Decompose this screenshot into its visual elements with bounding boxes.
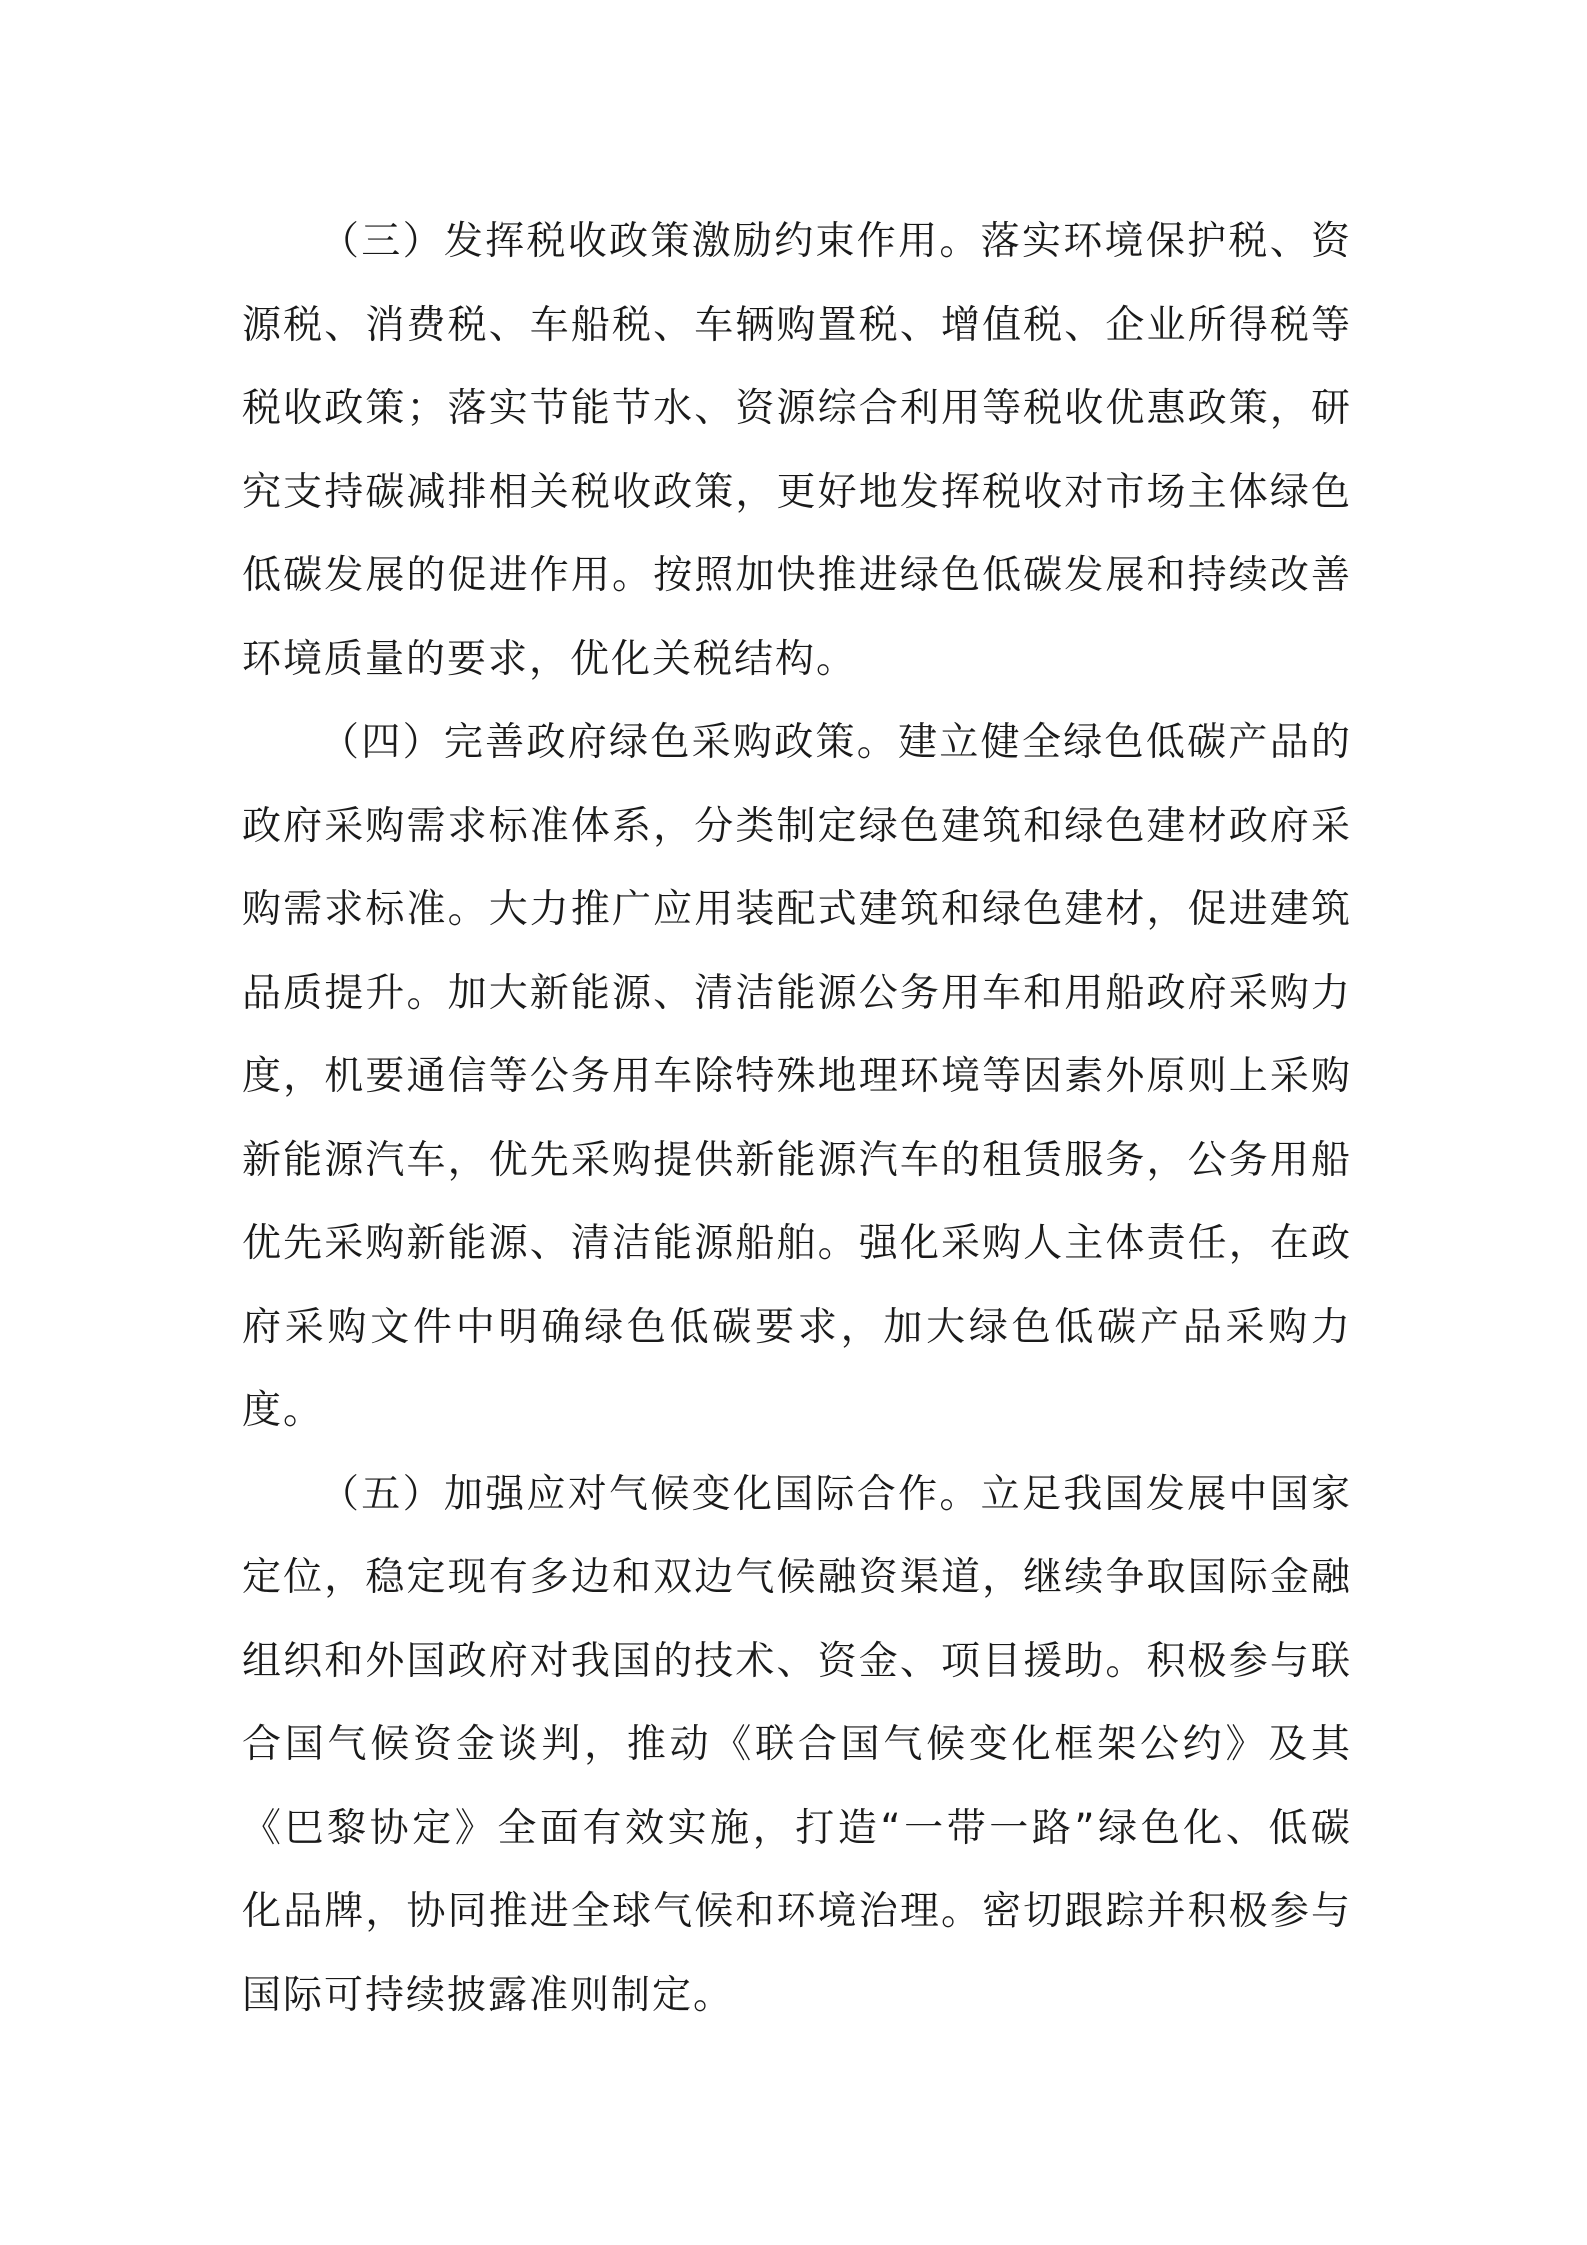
paragraph-climate-cooperation: （五）加强应对气候变化国际合作。立足我国发展中国家定位，稳定现有多边和双边气候融资渠道，继续争取国际金融组织和外国政府对我国的技术、资金、项目援助。积极参与联合国气候资金谈判，推动《联合国气候变化框架公约》及其《巴黎协定》全面有效实施，打造“一带一路”绿色化、低碳化品牌，协同推进全球气候和环境治理。密切跟踪并积极参与国际可持续披露准则制定。 bbox=[242, 1471, 1352, 2018]
paragraph-green-procurement: （四）完善政府绿色采购政策。建立健全绿色低碳产品的政府采购需求标准体系，分类制定绿色建筑和绿色建材政府采购需求标准。大力推广应用装配式建筑和绿色建材，促进建筑品质提升。加大新能源、清洁能源公务用车和用船政府采购力度，机要通信等公务用车除特殊地理环境等因素外原则上采购新能源汽车，优先采购提供新能源汽车的租赁服务，公务用船优先采购新能源、清洁能源船舶。强化采购人主体责任，在政府采购文件中明确绿色低碳要求，加大绿色低碳产品采购力度。 bbox=[242, 720, 1352, 1433]
document-body bbox=[242, 200, 1352, 2037]
paragraph-tax-policy: （三）发挥税收政策激励约束作用。落实环境保护税、资源税、消费税、车船税、车辆购置税、增值税、企业所得税等税收政策；落实节能节水、资源综合利用等税收优惠政策，研究支持碳减排相关税收政策，更好地发挥税收对市场主体绿色低碳发展的促进作用。按照加快推进绿色低碳发展和持续改善环境质量的要求，优化关税结构。 bbox=[242, 219, 1352, 682]
